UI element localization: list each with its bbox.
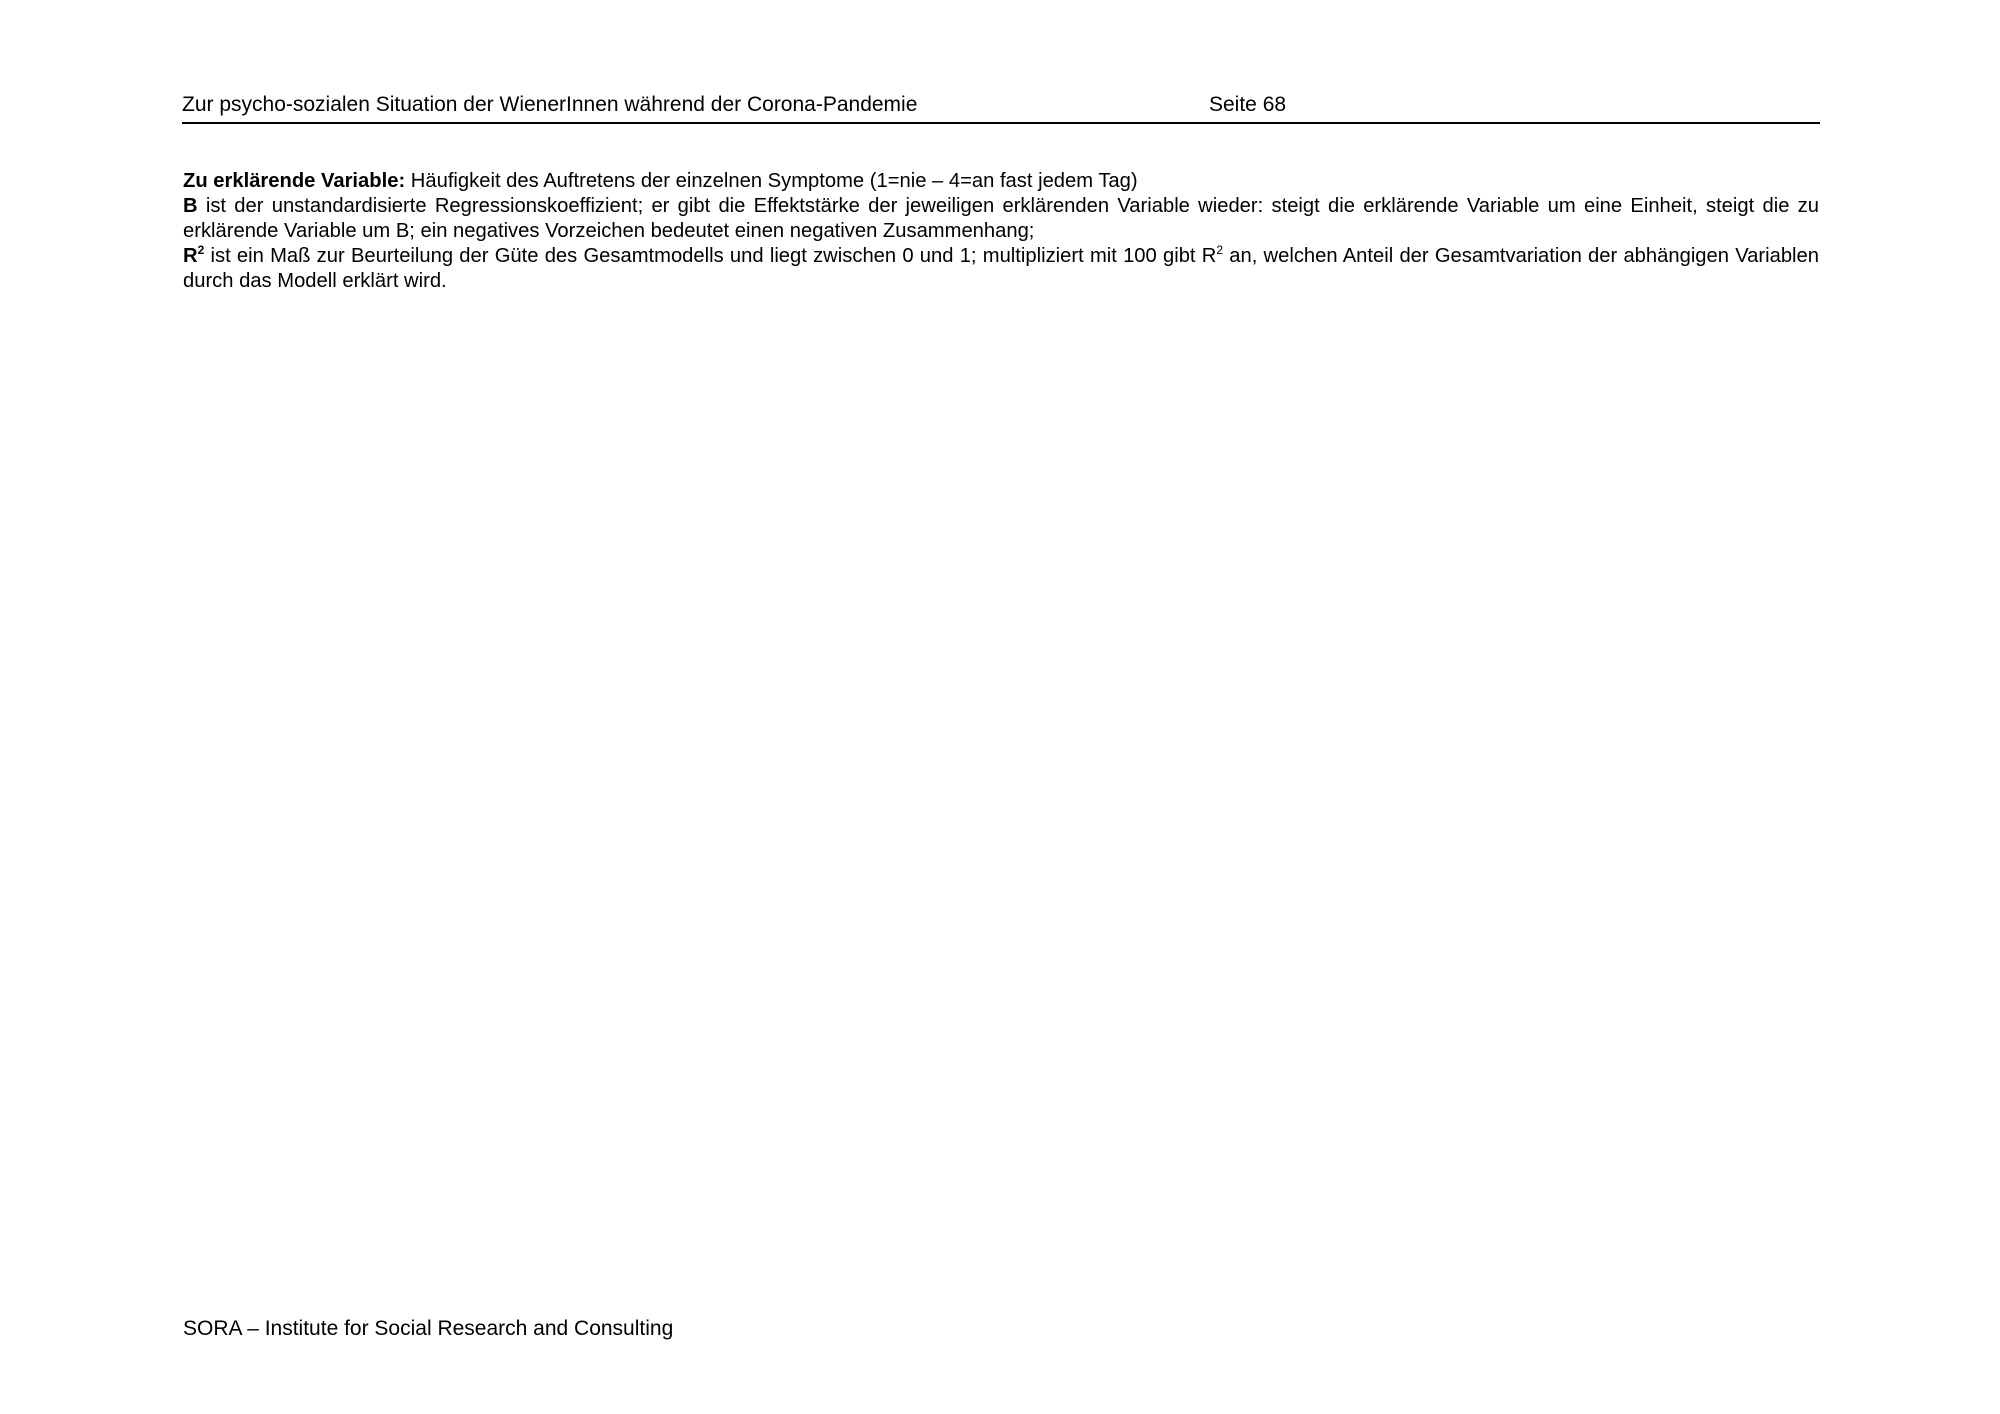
note-dependent-variable: [183, 169, 1819, 194]
note-r2-letter: R: [183, 245, 198, 267]
page-footer: SORA – Institute for Social Research and Consulting: [183, 1317, 674, 1340]
header-title: Zur psycho-sozialen Situation der WienerInnen während der Corona-Pandemie: [182, 93, 918, 116]
note-r2-exponent: 2: [197, 243, 205, 257]
note-dependent-text: Häufigkeit des Auftretens der einzelnen Symptome (1=nie – 4=an fast jedem Tag): [405, 170, 1138, 192]
note-r2-text-1: ist ein Maß zur Beurteilung der Güte des Gesamtmodells und liegt zwischen 0 und 1; multipliziert mit 100 gibt R: [204, 245, 1217, 267]
note-r2-text-2: an, welchen Anteil der Gesamtvariation der abhängigen Variablen durch das Modell erklärt wird.: [183, 245, 1820, 292]
table-notes: [183, 169, 1819, 294]
note-b-label: B: [183, 195, 198, 217]
page-header: [182, 92, 1820, 124]
note-b-text: ist der unstandardisierte Regressionskoeffizient; er gibt die Effektstärke der jeweiligen erklärenden Variable wieder: steigt die erklärende Variable um eine Einheit, steigt die zu erklärende Variable um B; ein negatives Vorzeichen bedeutet einen negativen Zusammenhang;: [183, 195, 1819, 242]
page-number: Seite 68: [1209, 93, 1287, 116]
note-r-squared: [183, 244, 1819, 294]
note-r2-label: [183, 245, 204, 267]
note-b-coefficient: [183, 194, 1819, 244]
note-r2-exponent-inline: 2: [1216, 243, 1224, 257]
note-dependent-label: Zu erklärende Variable:: [183, 170, 406, 192]
